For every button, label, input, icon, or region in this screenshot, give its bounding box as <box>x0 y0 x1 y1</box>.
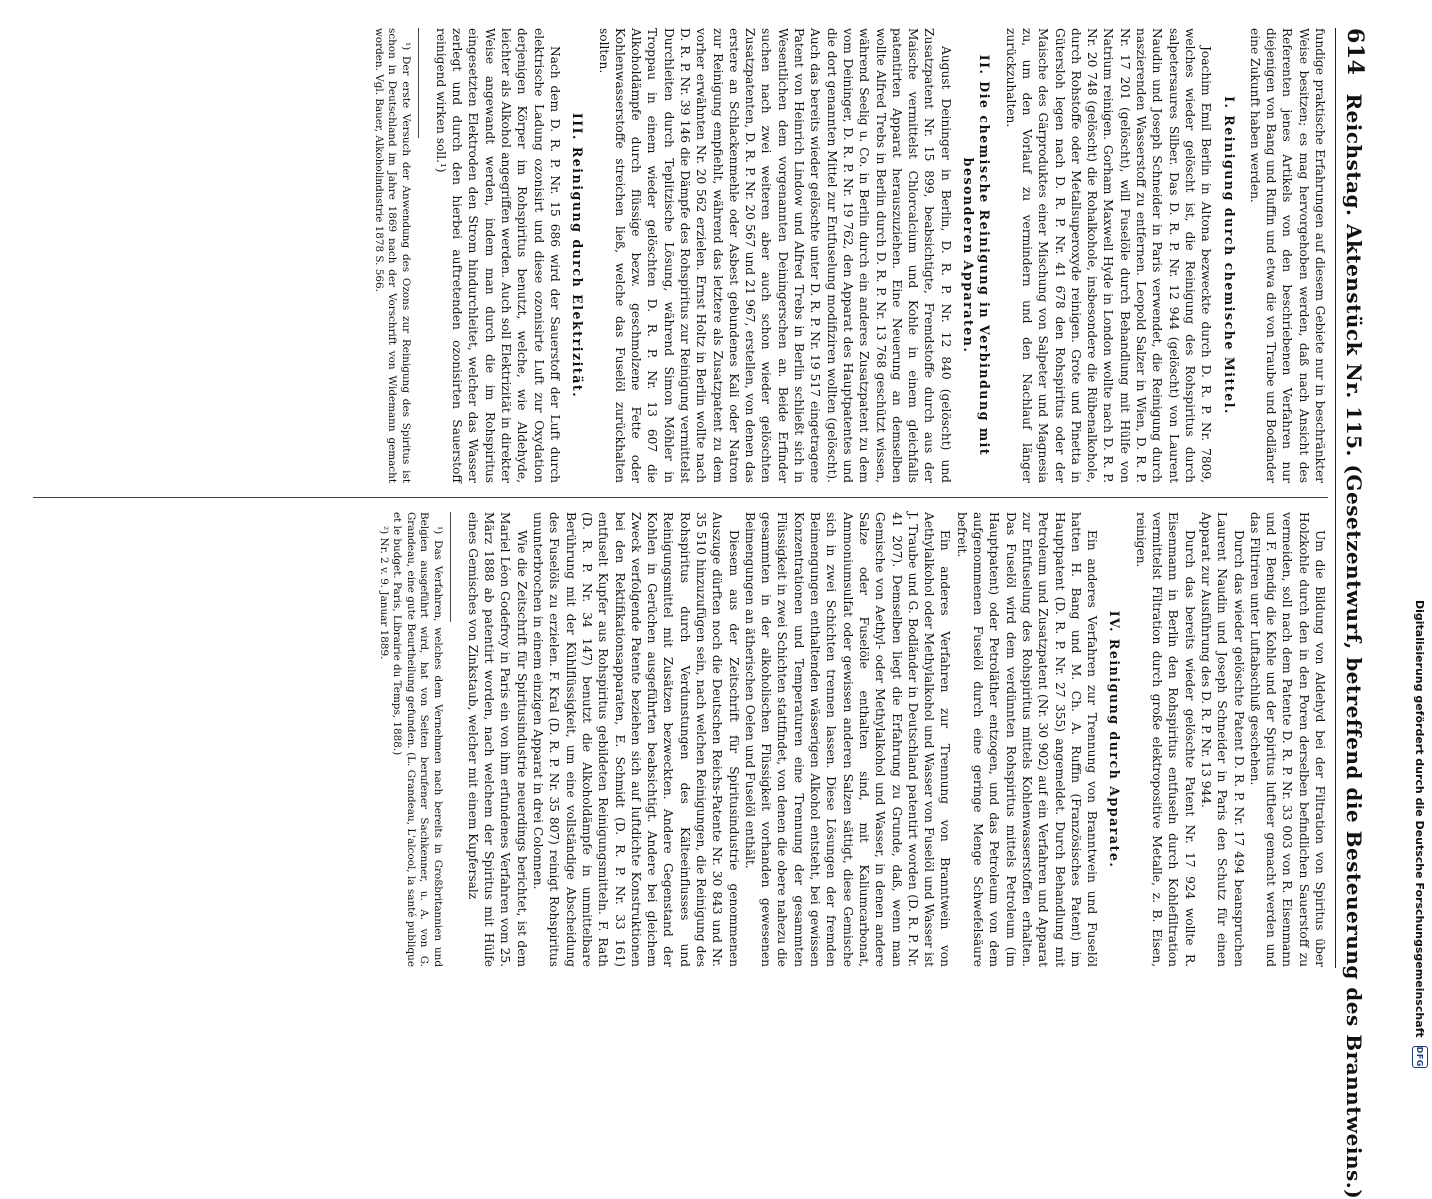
paragraph: Ein anderes Verfahren zur Trennung von Branntwein von Aethylalkohol oder Methylalkohol und Wasser von Fuselöl und Wasser ist J. Traube und G. Bodländer in Deutschland patentirt worden (D. R. P. Nr. 41 207). Demselben liegt die Erfahrung zu Grunde, daß, wenn man Gemische von Aethyl- oder Methylalkohol und Wasser, in denen andere Salze oder Fuselöle enthalten sind, mit Kaliumcarbonat, Ammoniumsulfat oder gewissen anderen Salzen sättigt, diese Gemische sich in zwei Schichten trennen lassen. Diese Lösungen der fremden Beimengungen enthaltenden wässerigen Alkohol entsteht, bei gewissen Konzentrationen und Temperaturen eine Trennung der gesammten Flüssigkeit in zwei Schichten stattfindet, von denen die obere nahezu die gesammten in der alkoholischen Flüssigkeit vorhanden gewesenen Beimengungen an ätherischen Oelen und Fuselöl enthält. <box>742 512 953 967</box>
page-number: 614 <box>1342 28 1368 76</box>
left-column <box>33 28 1328 483</box>
right-column <box>33 512 1328 967</box>
dfg-logo-icon: DFG <box>1412 1046 1428 1068</box>
paragraph: August Deininger in Berlin, D. R. P. Nr. 12 840 (gelöscht) und Zusatzpatent Nr. 15 899, beabsichtigte, Fremdstoffe durch aus der Maische vermittelst Chlorcalcium und Kohle in einem gleichfalls patentirten Apparat herauszuziehen. Eine Neuerung an demselben wollte Alfred Trebs in Berlin durch D. R. P. Nr. 13 768 geschützt wissen, während Seelig u. Co. in Berlin durch ein anderes Zusatzpatent zu dem vom Deininger, D. R. P. Nr. 19 762, den Apparat des Hauptpatentes und die dort genannten Mittel zur Entfuselung modifiziren wollten (gelöscht). Auch das bereits wieder gelöschte unter D. R. P. Nr. 19 517 eingetragene Patent von Heinrich Lindow und Alfred Trebs in Berlin schließt sich in Wesentlichen dem vorgenannten Deiningerschen an. Beide Erfinder suchen nach zwei weiteren aber auch schon wieder gelöschten Zusatzpatenten, D. R. P. Nr. 20 567 und 21 967, erstellen, von denen das erstere an Schlackenmehle oder Asbest gebundenes Kali oder Natron zur Reinigung empfiehlt, während das letztere als Zusatzpatent zu dem vorher erwähnten Nr. 20 562 erzielen. Ernst Holtz in Berlin wollte nach D. R. P. Nr. 39 146 die Dämpfe des Rohspiritus zur Reinigung vermittelst Durchleiten durch Teplitzische Lösung, während Simon Möhler in Troppau in einem wieder gelöschten D. R. P. Nr. 13 607 die Alkoholdämpfe durch flüssige bezw. geschmolzene Fette oder Kohlenwasserstoffe streichen ließ, welche das Fuselöl zurückhalten sollten. <box>596 28 953 483</box>
paragraph: Durch das bereits wieder gelöschte Patent Nr. 17 924 wollte R. Eisenmann in Berlin den Rohspiritus entfuseln durch Kohlefiltration vermittelst Filtration durch große elektropositive Metalle, z. B. Eisen, reinigen. <box>1133 512 1197 967</box>
footnote: ¹) Der erste Versuch der Anwendung des Ozons zur Reinigung des Spiritus ist schon in Deutschland im Jahre 1869 nach der Vorschrift von Widemann gemacht worden. Vgl. Bauer, Alkoholindustrie 1878 S. 566. <box>372 28 412 483</box>
paragraph: Um die Bildung von Aldehyd bei der Filtration von Spiritus über Holzkohle durch den in den Poren derselben befindlichen Sauerstoff zu vermeiden, soll nach dem Patente D. R. P. Nr. 33 003 von R. Eisenmann und F. Bendig die Kohle und der Spiritus luftleer gemacht werden und das Filtriren unter Luftabschluß geschehen. <box>1247 512 1327 967</box>
section-heading: IV. Reinigung durch Apparate. <box>1107 610 1123 869</box>
footnote: ²) Nr. 2 v. 9. Januar 1889. <box>377 526 390 660</box>
paragraph: Wie die Zeitschrift für Spiritusindustrie neuerdings berichtet, ist dem Mariel Léon Godefroy in Paris ein von ihm erfundenes Verfahren vom 25. März 1888 ab patentirt worden, nach welchem der Spiritus mit Hülfe eines Gemisches von Zinkstaub, welcher mit einem Kupfersalz <box>465 512 529 967</box>
digitization-credit-strip <box>1408 0 1432 1067</box>
credit-text: Digitalisierung gefördert durch die Deutsche Forschungsgemeinschaft <box>1413 600 1427 1038</box>
paragraph: Joachim Emil Berlin in Altona bezweckte durch D. R. P. Nr. 7809, welches wieder gelöscht ist, die Reinigung des Rohspiritus durch salpetersaures Silber. Das D. R. P. Nr. 12 944 (gelöscht) von Laurent Naudin und Joseph Schneider in Paris verwendet, die Reinigung durch naszierenden Wasserstoff zu entfernen. Leopold Salzer in Wien, D. R. P. Nr. 17 201 (gelöscht), will Fuselöle durch Behandlung mit Hülfe von Natrium reinigen. Gorham Maxwell Hyde in London wollte nach D. R. P. Nr. 20 748 (gelöscht) die Rohalkohole, insbesondere die Rübenalkohole, durch Rohstoffe oder Metallsuperoxyde reinigen. Grote und Pinetta in Gütersloh legen nach D. R. P. Nr. 41 678 den Rohspiritus oder der Maische des Gärproduktes einer Mischung von Salpeter und Magnesia zu, um den Vorlauf zu vermindern und den Nachlauf länger zurückzuhalten. <box>1003 28 1214 483</box>
paragraph: Durch das wieder gelöschte Patent D. R. P. Nr. 17 494 beanspruchen Laurent Naudin und Joseph Schneider in Paris den Schutz für einen Apparat zur Ausführung des D. R. P. Nr. 13 944. <box>1198 512 1246 967</box>
paragraph: Diesem aus der Zeitschrift für Spiritusindustrie genommenen Auszuge dürften noch die Deutschen Reichs-Patente Nr. 30 843 und Nr. 35 510 hinzuzufügen sein, nach welchen Reinigungen, die Reinigung des Rohspiritus durch Verdunstungen des Kälteeinflusses und Reinigungsmittel mit Zusätzen bezweckten. Andere Gegenstand der Kohlen in Gerüchen ausgeführten beabsichtigt. Andere bei gleichem Zweck verfolgende Patente beziehen sich auf luftdichte Konstruktionen bei den Rektifikationsapparaten, E. Schmidt (D. R. P. Nr. 33 161) entfuselt Kupfer aus Rohspiritus gebildeten Reinigungsmitteln. F. Rath (D. R. P. Nr. 34 147) benutzt die Alkoholdämpfe in unmittelbare Berührung mit der Kühlflüssigkeit, um eine vollständige Abscheidung des Fuselöls zu erzielen. F. Kral (D. R. P. Nr. 35 807) reinigt Rohspiritus ununterbrochen in einem einzigen Apparat in drei Colonnen. <box>531 512 741 967</box>
section-heading: III. Reinigung durch Elektrizität. <box>570 112 586 399</box>
paragraph: fundige praktische Erfahrungen auf diesem Gebiete nur in beschränkter Weise besitzen; es mag hervorgehoben werden, daß nach Ansicht des Referenten jenes Artikels von den beschriebenen Verfahren nur diejenigen von Bang und Ruffin und etwa die von Traube und Bodländer eine Zukunft haben werden. <box>1247 28 1327 483</box>
section-heading: II. Die chemische Reinigung in Verbindung mit besonderen Apparaten. <box>961 54 993 457</box>
column-divider <box>33 497 1328 498</box>
paragraph: Ein anderes Verfahren zur Trennung von Branntwein und Fuselöl hatten H. Bang und M. Ch. A. Ruffin (Französisches Patent) im Hauptpatent (D. R. P. Nr. 27 355) angemeldet. Durch Behandlung mit Petroleum und Zusatzpatent (Nr. 30 902) auf ein Verfahren und Apparat zur Entfuselung des Rohspiritus mittels Kohlenwasserstoffen erhalten. Das Fuselöl wird dem verdünnten Rohspiritus mittels Petroleum (im Hauptpatent) oder Petroläther entzogen, und das Petroleum von dem aufgenommenen Fuselöl durch eine geringe Menge Schwefelsäure befreit. <box>954 512 1100 967</box>
paragraph: Nach dem D. R. P. Nr. 15 686 wird der Sauerstoff der Luft durch elektrische Ladung ozonisirt und diese ozonisirte Luft zur Oxydation derjenigen Körper im Rohspiritus benutzt, welche, wie Aldehyde, leichter als Alkohol angegriffen werden. Auch soll Elektrizität in direkter Weise angewandt werden, indem man durch die im Rohspiritus eingesetzten Elektroden den Strom hindurchleitet, welcher das Wasser zerlegt und durch den hierbei auftretenden ozonisirten Sauerstoff reinigend wirken soll.¹) <box>433 28 562 483</box>
footnote-divider <box>450 512 451 622</box>
section-heading: I. Reinigung durch chemische Mittel. <box>1221 96 1237 415</box>
running-title: Reichstag. Aktenstück Nr. 115. (Gesetzentwurf, betreffend die Besteuerung des Branntweins.) <box>1342 93 1366 1199</box>
digitization-credit <box>1408 0 1432 1067</box>
page-header <box>1335 28 1382 1199</box>
footnote-divider <box>418 28 419 138</box>
footnote: ¹) Das Verfahren, welches dem Vernehmen nach bereits in Großbritannien und Belgien ausgeführt wird, hat von Seiten berufener Sachkenner, u. A. von G. Grandeau, eine gute Beurtheilung gefunden. (L. Grandeau, L'alcool, la santé publique et le budget. Paris, Librairie du Temps, 1888.) <box>391 512 444 967</box>
